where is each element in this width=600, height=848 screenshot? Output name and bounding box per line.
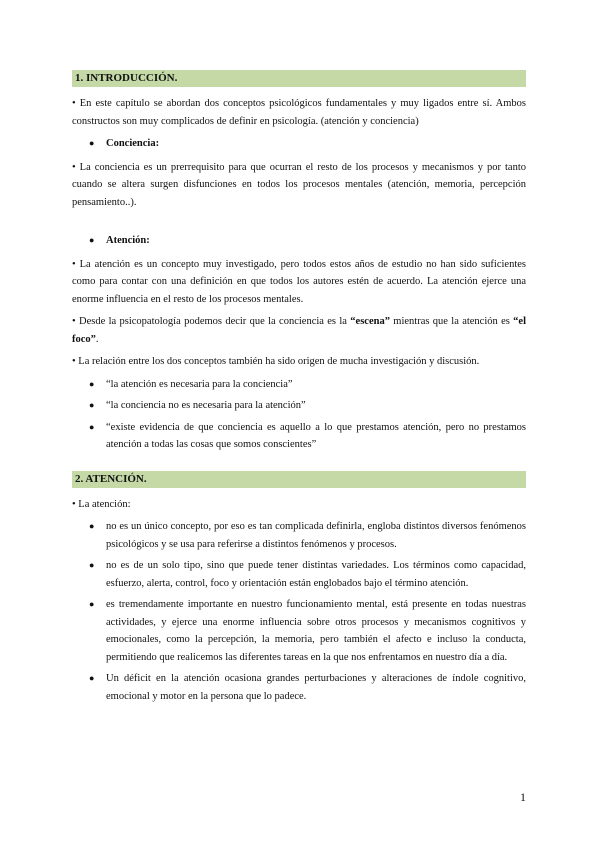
- list-item: ● no es de un solo tipo, sino que puede tener distintas variedades. Los términos como capacidad, esfuerzo, alerta, control, foco y orientación están englobados bajo el término atención.: [72, 557, 526, 592]
- section-2-heading: 2. ATENCIÓN.: [72, 471, 526, 488]
- concept-label: Conciencia:: [106, 138, 160, 149]
- atencion-properties-list: [72, 518, 526, 705]
- section-2-lead: • La atención:: [72, 498, 131, 510]
- list-item: ● no es un único concepto, por eso es tan complicada definirla, engloba distintos diversos fenómenos psicológicos y se usa para referirse a distintos fenómenos y procesos.: [72, 518, 526, 553]
- foco-term: “el foco”: [72, 316, 526, 345]
- section-1-heading: 1. INTRODUCCIÓN.: [72, 70, 526, 87]
- bullet-icon: ●: [89, 378, 95, 389]
- page-number: 1: [520, 790, 526, 804]
- bullet-icon: ●: [89, 400, 95, 410]
- list-item: ● es tremendamente importante en nuestro funcionamiento mental, está presente en todas nuestras actividades, y ejerce una enorme influencia sobre otros procesos y mecanismos cognitivos y emocionales, como la percepción, la memoria, pero también el afecto e incluso la conducta, permitiendo que realicemos las diferentes tareas en la que nos enfrentamos en nuestro día a día.: [72, 596, 526, 666]
- document-page: [72, 70, 526, 710]
- bullet-icon: ●: [89, 421, 95, 432]
- conciencia-paragraph: • La conciencia es un prerrequisito para que ocurran el resto de los procesos y mecanismos y por tanto cuando se altera surgen disfunciones en todos los procesos mentales (atención, memoria, percepción pensamiento..).: [72, 161, 526, 208]
- bullet-icon: ●: [89, 521, 95, 531]
- concept-atencion: [72, 232, 526, 250]
- concept-label: Atención:: [106, 235, 150, 246]
- section-1-intro: • En este capítulo se abordan dos conceptos psicológicos fundamentales y muy ligados entre sí. Ambos constructos son muy complicados de definir en psicología. (atención y conciencia): [72, 98, 526, 127]
- bullet-icon: ●: [89, 138, 95, 148]
- bullet-icon: ●: [89, 235, 95, 245]
- bullet-icon: ●: [89, 673, 95, 683]
- concept-conciencia: [72, 135, 526, 153]
- bullet-icon: ●: [89, 599, 95, 609]
- list-item: ● “existe evidencia de que conciencia es aquello a lo que prestamos atención, pero no prestamos atención a todas las cosas que somos conscientes”: [72, 419, 526, 454]
- list-item: ● “la conciencia no es necesaria para la atención”: [72, 397, 526, 415]
- list-item: ● “la atención es necesaria para la conciencia”: [72, 376, 526, 394]
- psicopatologia-paragraph: • Desde la psicopatología podemos decir que la conciencia es la “escena” mientras que la atención es “el foco”.: [72, 316, 526, 345]
- bullet-icon: ●: [89, 560, 95, 570]
- relation-paragraph: • La relación entre los dos conceptos también ha sido origen de mucha investigación y discusión.: [72, 356, 480, 367]
- atencion-paragraph: • La atención es un concepto muy investigado, pero todos estos años de estudio no han sido suficientes como para contar con una definición en que todos los autores estén de acuerdo. La atención ejerce una enorme influencia en el resto de los procesos mentales.: [72, 258, 526, 305]
- escena-term: “escena”: [350, 316, 390, 327]
- list-item: ● Un déficit en la atención ocasiona grandes perturbaciones y alteraciones de índole cognitivo, emocional y motor en la persona que lo padece.: [72, 670, 526, 705]
- quotes-list: [72, 376, 526, 454]
